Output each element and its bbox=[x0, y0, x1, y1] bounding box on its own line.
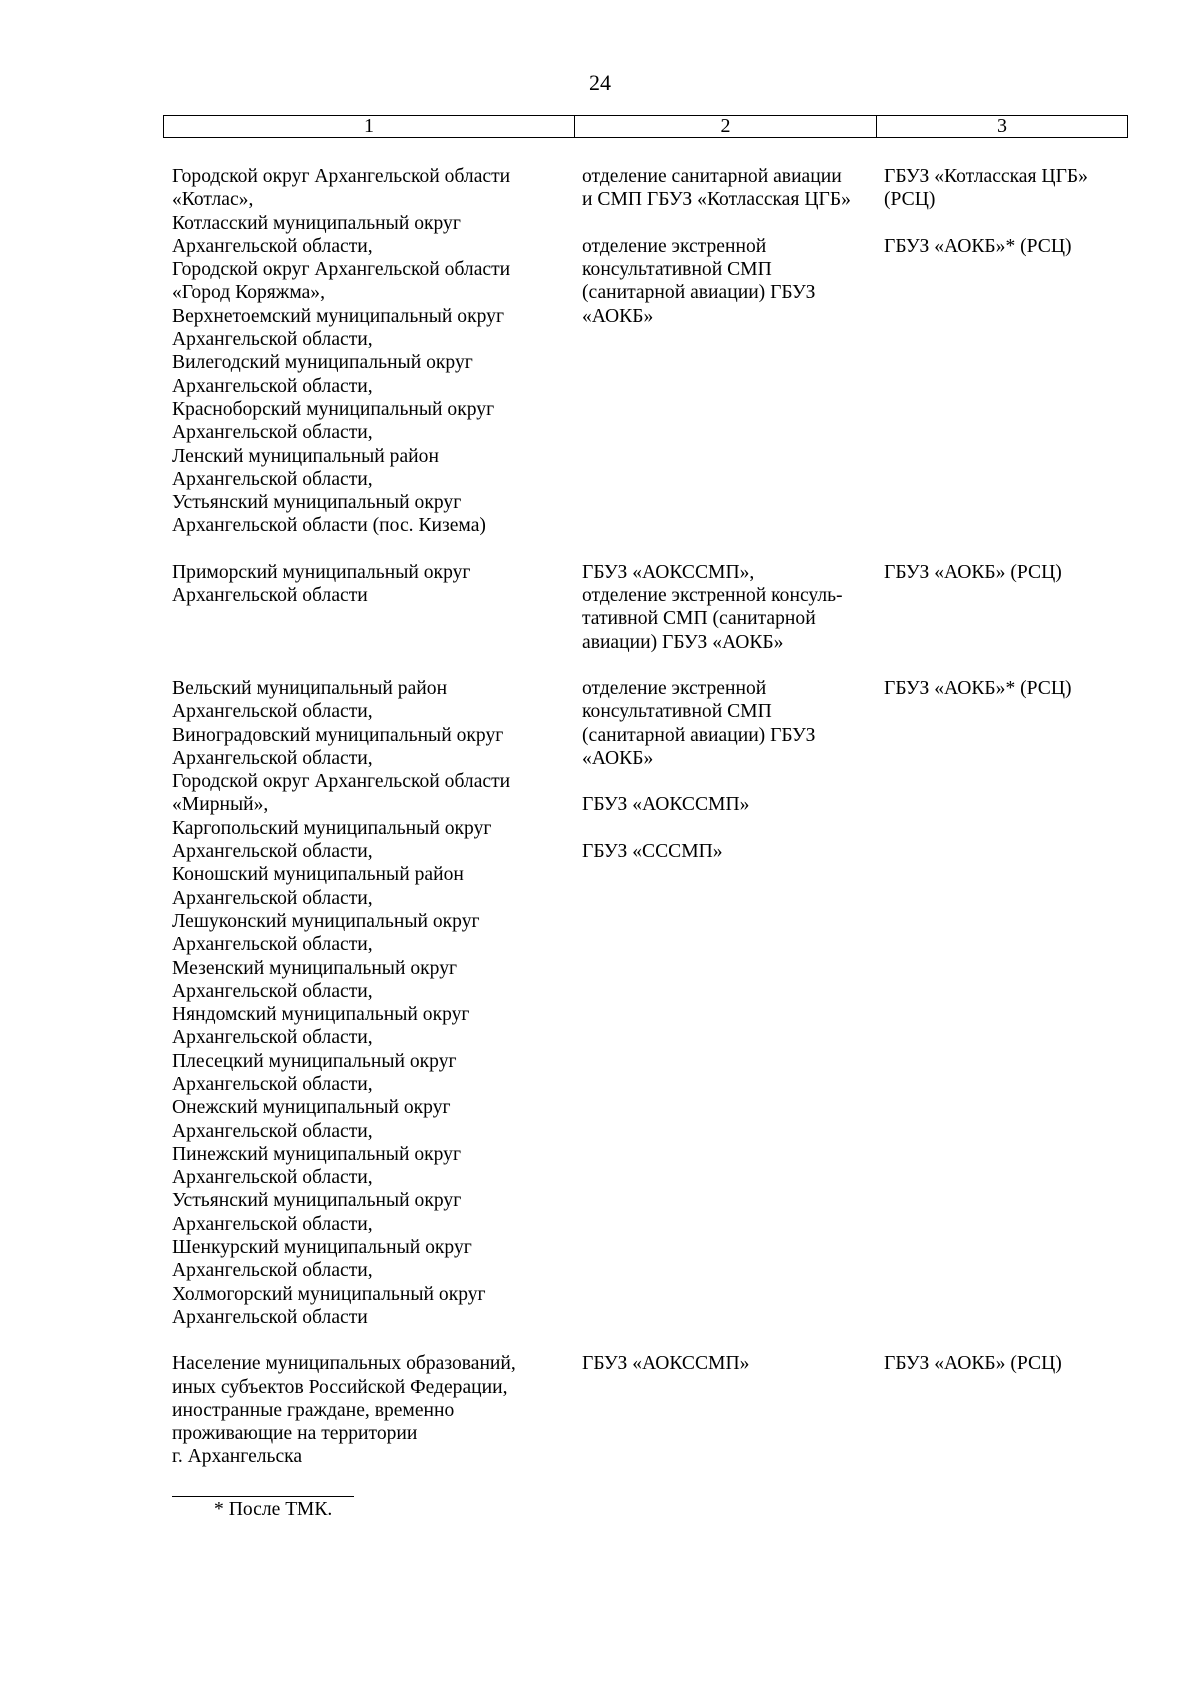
cell-text-line: «АОКБ» bbox=[582, 747, 654, 769]
cell-text-line: Приморский муниципальный округ bbox=[172, 561, 471, 583]
cell-text-line: отделение экстренной bbox=[582, 235, 767, 257]
cell-text-line: Архангельской области, bbox=[172, 1073, 373, 1095]
cell-text-line: Архангельской области, bbox=[172, 1027, 373, 1049]
cell-text-line: Архангельской области, bbox=[172, 841, 373, 863]
cell-text-line: ГБУЗ «АОКБ» (РСЦ) bbox=[884, 1353, 1062, 1375]
cell-text-line: Ленский муниципальный район bbox=[172, 445, 439, 467]
cell-text-line: авиации) ГБУЗ «АОКБ» bbox=[582, 631, 784, 653]
cell-text-line: Котласский муниципальный округ bbox=[172, 212, 461, 234]
table-cell-col-3 bbox=[884, 677, 1132, 1329]
cell-text-line: Городской округ Архангельской области bbox=[172, 771, 511, 793]
cell-text-line: Устьянский муниципальный округ bbox=[172, 492, 462, 514]
cell-text-line: ГБУЗ «АОКБ» (РСЦ) bbox=[884, 561, 1062, 583]
cell-text-line: Архангельской области bbox=[172, 585, 368, 607]
cell-text-line: Пинежский муниципальный округ bbox=[172, 1143, 462, 1165]
cell-text-line: Архангельской области, bbox=[172, 747, 373, 769]
cell-text-line: ГБУЗ «Котласская ЦГБ» bbox=[884, 166, 1088, 187]
cell-text-line: ГБУЗ «СССМП» bbox=[582, 841, 723, 863]
table-cell-col-3 bbox=[884, 165, 1132, 538]
cell-text-line: Виноградовский муниципальный округ bbox=[172, 724, 504, 746]
cell-text-line: Мезенский муниципальный округ bbox=[172, 957, 458, 979]
table-cell-col-2 bbox=[582, 561, 884, 654]
cell-text-line: (санитарной авиации) ГБУЗ bbox=[582, 282, 816, 304]
cell-spacer bbox=[582, 770, 884, 793]
table-row bbox=[172, 1352, 1132, 1468]
table-cell-col-1 bbox=[172, 1352, 582, 1468]
cell-text-line: Няндомский муниципальный округ bbox=[172, 1004, 470, 1026]
cell-text-line: г. Архангельска bbox=[172, 1446, 303, 1468]
cell-text-line: Архангельской области, bbox=[172, 1213, 373, 1235]
cell-text-line: Население муниципальных образований, bbox=[172, 1353, 516, 1375]
cell-text-line: Устьянский муниципальный округ bbox=[172, 1190, 462, 1212]
cell-text-line: тативной СМП (санитарной bbox=[582, 608, 816, 630]
cell-text-line: Архангельской области, bbox=[172, 329, 373, 351]
table-cell-col-1 bbox=[172, 677, 582, 1329]
table-cell-col-2 bbox=[582, 677, 884, 1329]
table-cell-col-2 bbox=[582, 1352, 884, 1468]
cell-text-line: консультативной СМП bbox=[582, 701, 772, 723]
cell-text-line: «Мирный», bbox=[172, 794, 269, 816]
cell-text-line: Архангельской области, bbox=[172, 887, 373, 909]
cell-text-line: Верхнетоемский муниципальный округ bbox=[172, 305, 504, 327]
table-cell-col-2 bbox=[582, 165, 884, 538]
table-cell-col-1 bbox=[172, 165, 582, 538]
table-header-col-3: 3 bbox=[876, 116, 1127, 137]
cell-text-line: «Город Коряжма», bbox=[172, 282, 325, 304]
table-cell-col-3 bbox=[884, 1352, 1132, 1468]
table-header-col-2: 2 bbox=[574, 116, 876, 137]
cell-text-line: Архангельской области, bbox=[172, 375, 373, 397]
cell-text-line: Красноборский муниципальный округ bbox=[172, 398, 495, 420]
cell-text-line: ГБУЗ «АОКБ»* (РСЦ) bbox=[884, 677, 1072, 699]
cell-text-line: (РСЦ) bbox=[884, 189, 936, 211]
cell-text-line: «АОКБ» bbox=[582, 305, 654, 327]
cell-text-line: проживающие на территории bbox=[172, 1423, 418, 1445]
table-cell-col-3 bbox=[884, 561, 1132, 654]
cell-text-line: иных субъектов Российской Федерации, bbox=[172, 1376, 508, 1398]
cell-text-line: Архангельской области, bbox=[172, 468, 373, 490]
cell-text-line: Архангельской области, bbox=[172, 235, 373, 257]
cell-text-line: Архангельской области, bbox=[172, 422, 373, 444]
cell-text-line: ГБУЗ «АОКССМП», bbox=[582, 561, 755, 583]
cell-text-line: «Котлас», bbox=[172, 189, 254, 211]
cell-text-line: Архангельской области bbox=[172, 1306, 368, 1328]
table-cell-col-1 bbox=[172, 561, 582, 654]
table-header-col-1: 1 bbox=[364, 115, 374, 137]
cell-text-line: Онежский муниципальный округ bbox=[172, 1097, 451, 1119]
cell-text-line: Архангельской области (пос. Кизема) bbox=[172, 515, 486, 537]
cell-text-line: Холмогорский муниципальный округ bbox=[172, 1283, 486, 1305]
cell-text-line: Городской округ Архангельской области bbox=[172, 166, 511, 187]
cell-text-line: Лешуконский муниципальный округ bbox=[172, 910, 480, 932]
table-row bbox=[172, 677, 1132, 1329]
cell-text-line: Архангельской области, bbox=[172, 1120, 373, 1142]
cell-text-line: Каргопольский муниципальный округ bbox=[172, 817, 492, 839]
cell-text-line: Городской округ Архангельской области bbox=[172, 259, 511, 281]
cell-text-line: ГБУЗ «АОКССМП» bbox=[582, 794, 750, 816]
table-row bbox=[172, 561, 1132, 654]
cell-text-line: и СМП ГБУЗ «Котласская ЦГБ» bbox=[582, 189, 851, 211]
cell-text-line: Плесецкий муниципальный округ bbox=[172, 1050, 457, 1072]
cell-text-line: Коношский муниципальный район bbox=[172, 864, 464, 886]
cell-text-line: Архангельской области, bbox=[172, 980, 373, 1002]
cell-text-line: отделение экстренной bbox=[582, 677, 767, 699]
cell-text-line: Архангельской области, bbox=[172, 1260, 373, 1282]
table-row bbox=[172, 165, 1132, 538]
cell-text-line: иностранные граждане, временно bbox=[172, 1399, 455, 1421]
table-header bbox=[163, 115, 1128, 138]
cell-text-line: ГБУЗ «АОКБ»* (РСЦ) bbox=[884, 235, 1072, 257]
cell-spacer bbox=[582, 212, 884, 235]
cell-spacer bbox=[884, 212, 1132, 235]
cell-text-line: (санитарной авиации) ГБУЗ bbox=[582, 724, 816, 746]
cell-text-line: отделение экстренной консуль- bbox=[582, 585, 843, 607]
footnote: * После ТМК. bbox=[214, 1499, 333, 1520]
cell-spacer bbox=[582, 817, 884, 840]
cell-text-line: Архангельской области, bbox=[172, 1167, 373, 1189]
cell-text-line: консультативной СМП bbox=[582, 259, 772, 281]
cell-text-line: Шенкурский муниципальный округ bbox=[172, 1237, 472, 1259]
cell-text-line: Вилегодский муниципальный округ bbox=[172, 352, 473, 374]
cell-text-line: Вельский муниципальный район bbox=[172, 677, 448, 699]
cell-text-line: Архангельской области, bbox=[172, 701, 373, 723]
footnote-divider bbox=[172, 1496, 354, 1497]
page-number: 24 bbox=[589, 70, 611, 95]
table-body bbox=[172, 165, 1132, 1492]
cell-text-line: отделение санитарной авиации bbox=[582, 166, 842, 187]
cell-text-line: ГБУЗ «АОКССМП» bbox=[582, 1353, 750, 1375]
cell-text-line: Архангельской области, bbox=[172, 934, 373, 956]
